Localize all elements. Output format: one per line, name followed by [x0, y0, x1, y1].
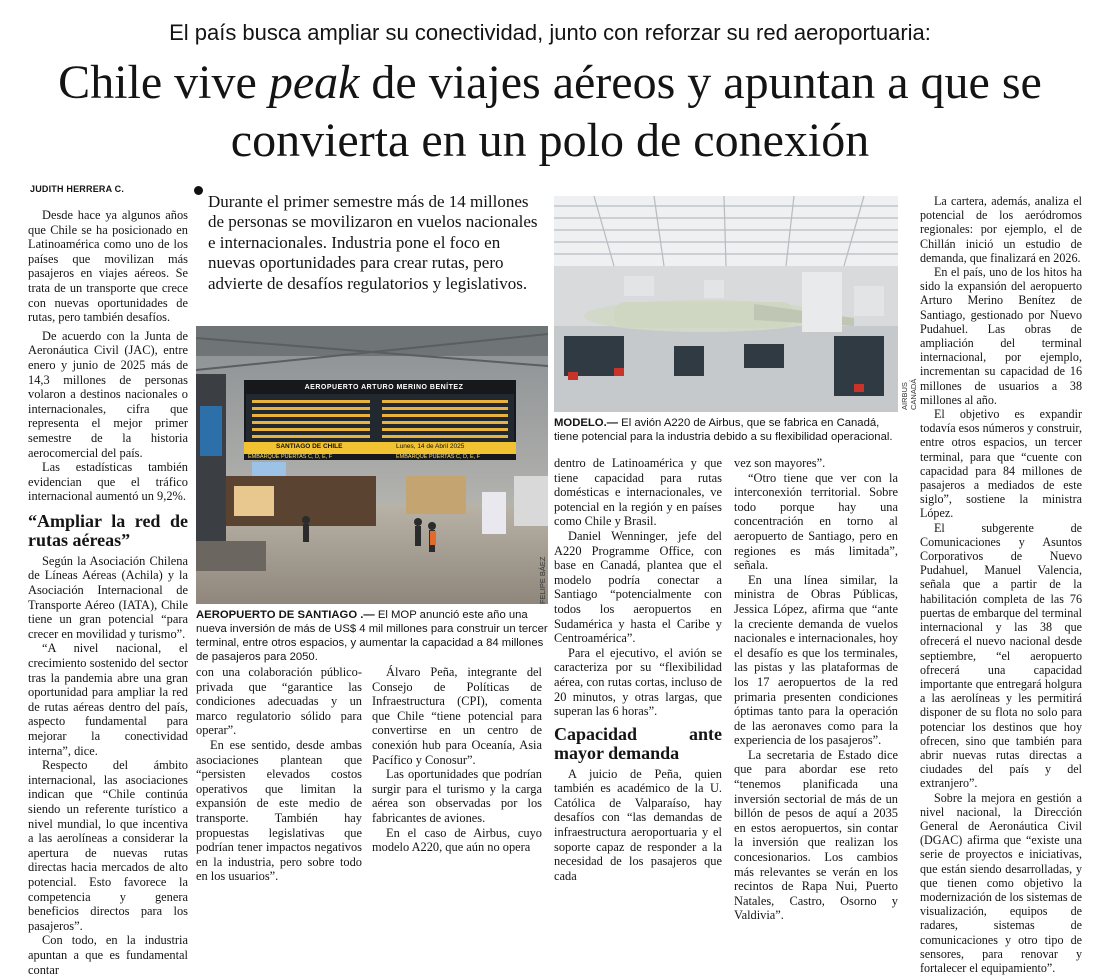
paragraph: Con todo, en la industria apuntan a que es fundamental contar: [28, 933, 188, 977]
caption-title: AEROPUERTO DE SANTIAGO .—: [196, 609, 375, 621]
paragraph: De acuerdo con la Junta de Aeronáutica Civil (JAC), entre enero y junio de 2025 más de 14,3 millones de personas volaron a destinos nacionales o internacionales, cifra que representa el mejor primer semestre de la historia aerocomercial del país.: [28, 328, 188, 460]
airport-sign: AEROPUERTO ARTURO MERINO BENÍTEZ: [304, 384, 464, 391]
column-2: [196, 665, 362, 884]
headline-part-2: de viajes aéreos y apuntan a que se convierta en un polo de conexión: [230, 56, 1042, 167]
paragraph: En el caso de Airbus, cuyo modelo A220, que aún no opera: [372, 825, 542, 855]
subheading: “Ampliar la red de rutas aéreas”: [28, 510, 188, 550]
paragraph: A juicio de Peña, quien también es académico de la U. Católica de Valparaíso, hay desafíos con “las demandas de infraestructura aeroportuaria y el soporte capaz de responder a la necesidad de los pasajeros que cada: [554, 766, 722, 883]
paragraph: vez son mayores”.: [734, 456, 826, 470]
paragraph: Sobre la mejora en gestión a nivel nacional, la Dirección General de Aeronáutica Civil (DGAC) afirma que “existe una serie de proyectos e iniciativas, que están siendo desarrolladas, y que tienen como objetivo la modernización de los sistemas de visualización, equipos de radares, sistemas de comunicaciones y otro tipo de sensores, para renovar y fortalecer el equipamiento”.: [920, 790, 1082, 975]
paragraph: con una colaboración público-privada que “garantice las condiciones adecuadas y un marco regulatorio sólido para operar”.: [196, 665, 362, 738]
headline-emphasis: peak: [268, 56, 360, 109]
factory-photo-illustration: [554, 196, 898, 412]
column-4: [554, 456, 722, 883]
caption-text: El MOP anunció este año una nueva inversión de más de US$ 4 mil millones para construir un tercer terminal, entre otros espacios, y aumentar la capacidad a 84 millones de pasajeros para 2050.: [196, 609, 548, 663]
paragraph: Daniel Wenninger, jefe del A220 Programme Office, con base en Canadá, plantea que el modelo podría conectar a Santiago “potencialmente con todos los aeropuertos en Sudamérica y hasta el Caribe y Centroamérica”.: [554, 528, 722, 646]
factory-photo: [554, 196, 898, 412]
embarque-left-label: EMBARQUE PUERTAS C, D, E, F: [248, 454, 333, 460]
paragraph: Las oportunidades que podrían surgir para el turismo y la carga aérea son observadas por los fabricantes de aviones.: [372, 767, 542, 825]
airport-caption: [196, 608, 550, 664]
headline-part-1: Chile vive: [58, 56, 269, 109]
paragraph: “A nivel nacional, el crecimiento sostenido del sector tras la pandemia abre una gran oportunidad para ampliar la red de rutas aéreas dentro del país, aspecto fundamental para mejorar la conectividad interna”, dice.: [28, 641, 188, 758]
paragraph: En una línea similar, la ministra de Obras Públicas, Jessica López, afirma que “ante la creciente demanda de vuelos nacionales e internacionales, hoy el desafío es que los terminales, las pistas y las plataformas de los 17 aeropuertos de la red primaria presenten condiciones óptimas tanto para la operación de las aeronaves como para la experiencia de los pasajeros”.: [734, 572, 898, 748]
airport-photo-illustration: [196, 326, 548, 604]
lead-bullet-icon: [194, 186, 203, 195]
paragraph: Para el ejecutivo, el avión se caracteriza por su “flexibilidad aérea, con rutas cortas, incluso de 20 minutos, y otras largas, que superan las 6 horas”.: [554, 645, 722, 719]
paragraph: En el país, uno de los hitos ha sido la expansión del aeropuerto Arturo Merino Benítez de Santiago, gestionado por Nuevo Pudahuel. Las obras de ampliación del terminal internacional, por ejemplo, incrementan su capacidad de 16 millones de usuarios a 38 millones al año.: [920, 265, 1082, 407]
board-left-label: SANTIAGO DE CHILE: [276, 443, 343, 450]
board-right-label: Lunes, 14 de Abril 2025: [396, 443, 465, 450]
paragraph: Álvaro Peña, integrante del Consejo de Políticas de Infraestructura (CPI), comenta que Chile “tiene potencial para convertirse en un centro de conexión hub para Oceanía, Asia Pacífico y Conosur”.: [372, 665, 542, 767]
paragraph: Respecto del ámbito internacional, las asociaciones indican que “Chile continúa siendo un referente turístico a nivel mundial, lo que incentiva a las aerolíneas a considerar la apertura de nuevas rutas directas hacia mercados de alto potencial. Esto favorece la competencia y genera beneficios directos para los pasajeros”.: [28, 758, 188, 933]
paragraph: En ese sentido, desde ambas asociaciones plantean que “persisten elevados costos operativos que limitan la expansión de este medio de transporte. También hay propuestas legislativas que podrían tener impactos negativos en la industria, pero sobre todo en los usuarios”.: [196, 737, 362, 884]
lead-paragraph: Durante el primer semestre más de 14 millones de personas se movilizaron en vuelos nacionales e internacionales. Industria pone el foco en nuevas oportunidades para crear rutas, pero advierte de desafíos regulatorios y legislativos.: [208, 192, 538, 293]
article-kicker: El país busca ampliar su conectividad, junto con reforzar su red aeroportuaria:: [169, 20, 931, 45]
paragraph: El objetivo es expandir todavía esos números y construir, entre otros espacios, un tercer terminal, para que “cuente con capacidad para 84 millones de pasajeros a mediados de este siglo”, sostiene la ministra López.: [920, 407, 1082, 521]
byline: JUDITH HERRERA C.: [30, 184, 125, 194]
paragraph: La secretaria de Estado dice que para abordar ese reto “tenemos planificada una inversión sectorial de más de un billón de pesos de aquí a 2035 en estos aeropuertos, sin contar la inversión que realizan los concesionarios. Los cambios más relevantes se verán en los recintos de Rapa Nui, Puerto Natales, Castro, Osorno y Valdivia”.: [734, 747, 898, 923]
airport-photo: [196, 326, 548, 604]
column-3: [372, 665, 542, 855]
paragraph: Según la Asociación Chilena de Líneas Aéreas (Achila) y la Asociación Internacional de Transporte Aéreo (IATA), Chile tiene un gran potencial “para crecer en movilidad y turismo”.: [28, 553, 188, 641]
column-6: [920, 194, 1082, 975]
factory-caption: [554, 416, 904, 444]
paragraph: El subgerente de Comunicaciones y Asuntos Corporativos de Nuevo Pudahuel, Manuel Valencia, señala que a partir de la habilitación completa de las 76 puertas de embarque del terminal internacional y las 38 que ofrecerá el nuevo nacional desde septiembre, “el aeropuerto ofrecerá una capacidad importante que entregará holgura a las aerolíneas y les permitirá disponer de su flota no solo para potenciar los destinos que hoy ofrecen, sino que también para abrir nuevas rutas directas a ciudades del país y del extranjero”.: [920, 520, 1082, 791]
paragraph: “Otro tiene que ver con la interconexión territorial. Sobre todo porque hay una concentración en torno al aeropuerto de Santiago, pero en regiones es más limitada”, señala.: [734, 470, 898, 573]
paragraph: Desde hace ya algunos años que Chile se ha posicionado en Latinoamérica como uno de los países que movilizan más pasajeros en viajes aéreos. Se trata de un transporte que crece con nuevas oportunidades de rutas, pero también desafíos.: [28, 208, 188, 325]
caption-title: MODELO.—: [554, 417, 619, 429]
factory-photo-credit: AIRBUS CANADÁ: [900, 378, 918, 410]
column-5: [734, 456, 898, 923]
paragraph: Las estadísticas también evidencian que el tráfico internacional aumentó un 9,2%.: [28, 460, 188, 504]
paragraph: dentro de Latinoamérica y que tiene capacidad para rutas domésticas e internacionales, ve potencial en la región y en países como Chile y Brasil.: [554, 456, 722, 529]
caption-text: El avión A220 de Airbus, que se fabrica en Canadá, tiene potencial para la industria debido a su flexibilidad operacional.: [554, 417, 893, 443]
photo-credit: FELIPE BÁEZ: [538, 556, 547, 604]
paragraph: La cartera, además, analiza el potencial de los aeródromos regionales: por ejemplo, el de Chillán inició un estudio de demanda, que finalizará en 2026.: [920, 194, 1082, 265]
subheading: Capacidad ante mayor demanda: [554, 723, 722, 763]
column-1: [28, 208, 188, 977]
embarque-right-label: EMBARQUE PUERTAS C, D, E, F: [396, 454, 481, 460]
article-headline: [20, 54, 1080, 170]
